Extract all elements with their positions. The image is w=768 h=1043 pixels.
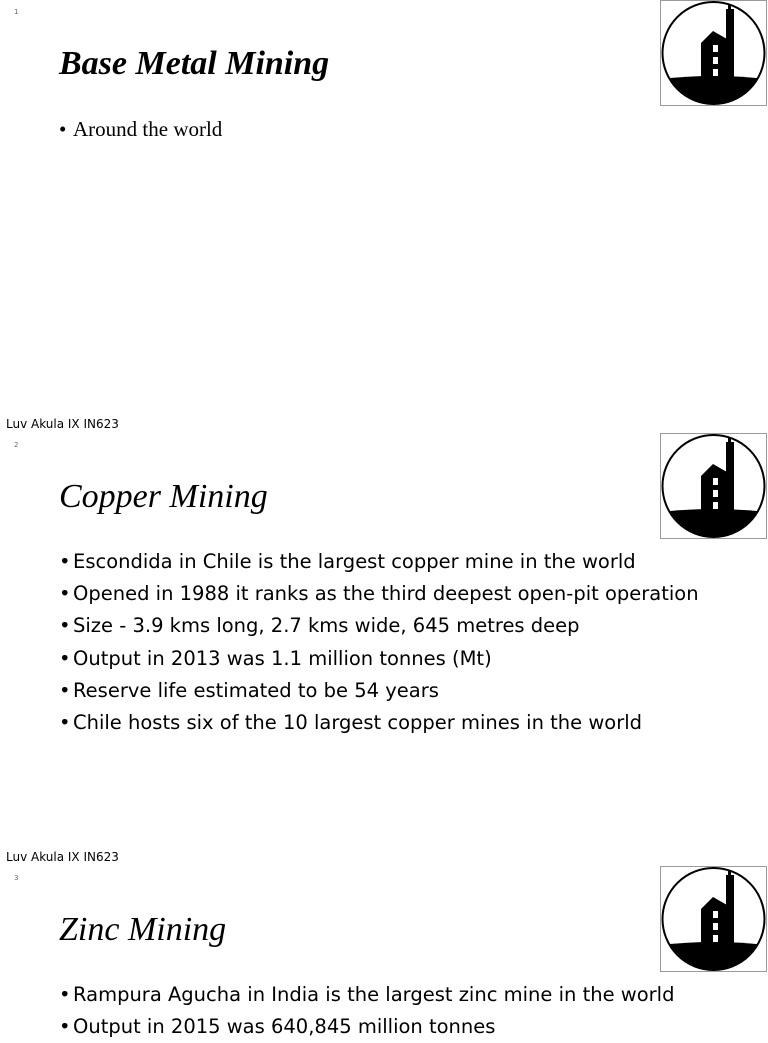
list-item: • Opened in 1988 it ranks as the third deepest open-pit operation — [59, 578, 699, 610]
slide-1 — [0, 0, 768, 433]
bullet-dot: • — [59, 117, 67, 141]
bullet-dot: • — [59, 678, 71, 702]
bullet-list — [59, 113, 222, 145]
bullet-dot: • — [59, 710, 71, 734]
list-item: • Reserve life estimated to be 54 years — [59, 675, 699, 707]
bullet-dot: • — [59, 614, 71, 638]
bullet-dot: • — [59, 1015, 71, 1039]
slide-footer: Luv Akula IX IN623 — [6, 417, 119, 431]
slide-title: Copper Mining — [59, 478, 268, 515]
slide-title: Base Metal Mining — [59, 45, 330, 82]
list-item: • Output in 2015 was 640,845 million tonnes — [59, 1011, 674, 1043]
slide-3 — [0, 866, 768, 1039]
bullet-dot: • — [59, 550, 71, 573]
mine-engine-house-icon — [661, 1, 766, 105]
list-item: • Escondida in Chile is the largest copper mine in the world — [59, 546, 699, 578]
mine-logo — [660, 433, 767, 539]
mine-engine-house-icon — [661, 434, 766, 538]
mine-logo — [660, 0, 767, 106]
list-item: • Chile hosts six of the 10 largest copper mines in the world — [59, 707, 699, 739]
bullet-list — [59, 979, 674, 1043]
mine-engine-house-icon — [661, 867, 766, 971]
list-item: • Around the world — [59, 113, 222, 145]
bullet-dot: • — [59, 646, 71, 670]
list-item: • Output in 2013 was 1.1 million tonnes (Mt) — [59, 643, 699, 675]
bullet-dot: • — [59, 983, 71, 1006]
list-item: • Size - 3.9 kms long, 2.7 kms wide, 645 metres deep — [59, 610, 699, 642]
slide-number: 1 — [14, 8, 19, 16]
list-item: • Rampura Agucha in India is the largest zinc mine in the world — [59, 979, 674, 1011]
slide-number: 2 — [14, 441, 19, 449]
bullet-dot: • — [59, 582, 71, 606]
slide-footer: Luv Akula IX IN623 — [6, 850, 119, 864]
slide-2 — [0, 433, 768, 866]
mine-logo — [660, 866, 767, 972]
slide-title: Zinc Mining — [59, 911, 227, 948]
bullet-list — [59, 546, 699, 739]
slide-number: 3 — [14, 874, 19, 882]
